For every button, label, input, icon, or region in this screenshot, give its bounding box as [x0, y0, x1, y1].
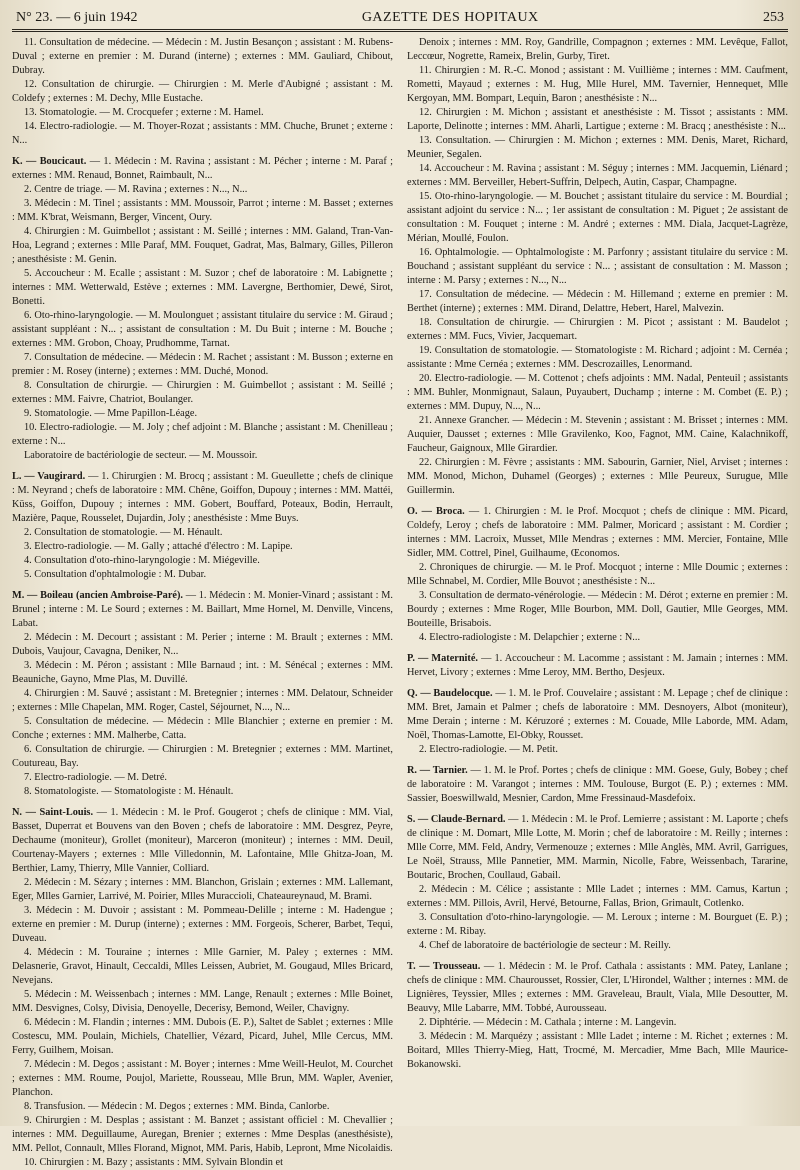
- paragraph-text: — 1. M. le Prof. Couvelaire ; assistant : M. Lepage ; chef de clinique : MM. Bret, Jamain et Palmer ; chefs de laboratoire : MM. Desnoyers, Albot (moniteur), Mme Derain ; interne : M. Kéruzoré ; externes : M. Couade, Mlle Laborde, MM. Adam, Noël, Thomas-Lamotte, El-Obky, Rousset.: [407, 688, 788, 741]
- paragraph-text: 17. Consultation de médecine. — Médecin : M. Hillemand ; externe en premier : M. Berthet (interne) ; externes : MM. Dirand, Delattre, Hebert, Harel, Malvezin.: [407, 289, 788, 314]
- paragraph-text: 5. Médecin : M. Weissenbach ; internes : MM. Lange, Renault ; externes : Mlle Boinet, MM. Desvignes, Colsy, Divisia, Denoyelle, Decerisy, Bemond, Weiler, Chavigny.: [12, 989, 393, 1014]
- paragraph-text: — 1. Chirurgien : M. Brocq ; assistant : M. Gueullette ; chefs de clinique : M. Neyrand ; chefs de laboratoire : MM. Chêne, Goiffon, Dupouy ; internes : MM. Mattéi, Küss, Goiffon, Dupouy ; internes : MM. Gobert, Bouffard, Poteaux, Bodin, Herrault, Mazière, Paque, Rousselet, Dujardin, Joly ; anesthésiste : Mme Buys.: [12, 471, 393, 524]
- paragraph-text: — 1. Accoucheur : M. Lacomme ; assistant : M. Jamain ; internes : MM. Hervet, Livory ; externes : Mme Leroy, MM. Bertho, Desjeux.: [407, 653, 788, 678]
- paragraph-text: 10. Chirurgien : M. Bazy ; assistants : MM. Sylvain Blondin et: [24, 1157, 283, 1168]
- paragraph: [407, 372, 788, 414]
- issue-date: N° 23. — 6 juin 1942: [16, 10, 138, 25]
- paragraph: [12, 421, 393, 449]
- paragraph: [407, 939, 788, 953]
- paragraph: [407, 1030, 788, 1072]
- paragraph: [12, 554, 393, 568]
- paragraph: [12, 155, 393, 183]
- section-heading: Q. — Baudelocque.: [407, 688, 493, 699]
- paragraph: [407, 813, 788, 883]
- paragraph: [407, 344, 788, 372]
- paragraph-text: 2. Centre de triage. — M. Ravina ; externes : N..., N...: [24, 184, 248, 195]
- paragraph: [12, 785, 393, 799]
- paragraph-text: 3. Consultation de dermato-vénérologie. — Médecin : M. Dérot ; externe en premier : M. Bourdy ; externes : Mme Roger, Mlle Bourbon, MM. Doll, Gautier, Mlle Georges, MM. Bouteille, Brisabois.: [407, 590, 788, 629]
- paragraph-text: 22. Chirurgien : M. Fèvre ; assistants : MM. Sabourin, Garnier, Niel, Arviset ; internes : MM. Monod, Michon, Duhamel (Georges) ; externes : Mlle Peureux, Surugue, Mlle Guillermin.: [407, 457, 788, 496]
- paragraph-text: 15. Oto-rhino-laryngologie. — M. Bouchet ; assistant titulaire du service : M. Bourdial ; assistant adjoint du service : N... ; 1er assistant de consultation : M. Piguet ; 2e assistant de consultation : M. Fouquet ; interne : M. André ; externes : MM. Diala, Jacquet-Lagrèze, Mérian, Moullé, Foulon.: [407, 191, 788, 244]
- paragraph: [12, 470, 393, 526]
- paragraph: [407, 246, 788, 288]
- left-column: [12, 36, 394, 1168]
- paragraph: [12, 631, 393, 659]
- paragraph: [12, 659, 393, 687]
- header-rule: [12, 29, 788, 32]
- paragraph-text: 4. Chef de laboratoire de bactériologie de secteur : M. Reilly.: [419, 940, 671, 951]
- paragraph-text: 7. Electro-radiologie. — M. Detré.: [24, 772, 167, 783]
- paragraph-text: 11. Chirurgien : M. R.-C. Monod ; assistant : M. Vuillième ; internes : MM. Caufment, Rometti, Mayaud ; externes : M. Hug, Mlle Hurel, MM. Tavernier, Hennequet, Mlle Kergoyan, MM. Bompart, Lequin, Baron ; anesthésiste : N...: [407, 65, 788, 104]
- section-heading: K. — Boucicaut.: [12, 156, 87, 167]
- paragraph: [12, 526, 393, 540]
- paragraph-text: 6. Oto-rhino-laryngologie. — M. Moulonguet ; assistant titulaire du service : M. Giraud ; assistant suppléant : N... ; assistant de consultation : M. Du Buit ; interne : M. Bouche ; externes : MM. Grobon, Choay, Prudhomme, Tarnat.: [12, 310, 393, 349]
- paragraph: [12, 379, 393, 407]
- paragraph: [407, 106, 788, 134]
- paragraph: [407, 316, 788, 344]
- publication-title: GAZETTE DES HOPITAUX: [361, 10, 539, 25]
- paragraph: [407, 64, 788, 106]
- paragraph-text: 8. Stomatologiste. — Stomatologiste : M. Hénault.: [24, 786, 234, 797]
- paragraph-text: Denoix ; internes : MM. Roy, Gandrille, Compagnon ; externes : MM. Levêque, Fallot, Leccœur, Nogrette, Rameix, Brelin, Gurby, Tiret.: [407, 37, 788, 62]
- paragraph-text: 2. Diphtérie. — Médecin : M. Cathala ; interne : M. Langevin.: [419, 1017, 677, 1028]
- paragraph: [407, 561, 788, 589]
- paragraph: [407, 687, 788, 743]
- paragraph-text: 9. Chirurgien : M. Desplas ; assistant : M. Banzet ; assistant officiel : M. Chevallier ; internes : MM. Deguillaume, Auregan, Brenier ; externes : Mme Desplas (anesthésiste), MM. Pellot, Connault, Mlles Florand, Mignot, MM. Paris, Habib, Lepront, Mme Nicolaidis.: [12, 1115, 393, 1154]
- section-heading: S. — Claude-Bernard.: [407, 814, 506, 825]
- paragraph-text: 10. Electro-radiologie. — M. Joly ; chef adjoint : M. Blanche ; assistant : M. Chenilleau ; externe : N...: [12, 422, 393, 447]
- paragraph-text: 7. Médecin : M. Degos ; assistant : M. Boyer ; internes : Mme Weill-Heulot, M. Courchet ; externes : MM. Roume, Poujol, Mariette, Rousseau, Mlle Brun, MM. Wapler, Avenier, Planchon.: [12, 1059, 393, 1098]
- paragraph-text: — 1. M. le Prof. Portes ; chefs de clinique : MM. Goese, Guly, Bobey ; chef de laboratoire : M. Varangot ; internes : MM. Toulouse, Burgot (E. P.) ; externes : MM. Sassier, Boeswillwald, Mesnier, Cardon, Mme Fressinaud-Masdefoix.: [407, 765, 788, 804]
- paragraph-text: 13. Consultation. — Chirurgien : M. Michon ; externes : MM. Denis, Maret, Richard, Meunier, Segalen.: [407, 135, 788, 160]
- paragraph: [12, 946, 393, 988]
- paragraph-text: 9. Stomatologie. — Mme Papillon-Léage.: [24, 408, 198, 419]
- paragraph-text: 6. Médecin : M. Flandin ; internes : MM. Dubois (E. P.), Saltet de Sablet ; externes : Mlle Costescu, MM. Poulain, Michiels, Chatellier, Vézard, Picard, Juhel, Mlle Cercus, MM. Ferry, Guilhem, Moisan.: [12, 1017, 393, 1056]
- paragraph: [12, 106, 393, 120]
- paragraph: [407, 36, 788, 64]
- paragraph: [12, 589, 393, 631]
- paragraph-text: 3. Electro-radiologie. — M. Gally ; attaché d'électro : M. Lapipe.: [24, 541, 293, 552]
- paragraph-text: — 1. Médecin : M. Ravina ; assistant : M. Pécher ; interne : M. Paraf ; externes : MM. Renaud, Bonnet, Raimbault, N...: [12, 156, 394, 181]
- paragraph-text: 4. Médecin : M. Touraine ; internes : Mlle Garnier, M. Paley ; externes : MM. Delasnerie, Gravot, Hinault, Ceccaldi, Mlles Leissen, Aubriet, M. Gougaud, Mlles Bricard, Nevejans.: [12, 947, 393, 986]
- paragraph: [12, 1058, 393, 1100]
- paragraph: [407, 190, 788, 246]
- paragraph: [12, 771, 393, 785]
- section-heading: M. — Boileau (ancien Ambroise-Paré).: [12, 590, 183, 601]
- section-heading: T. — Trousseau.: [407, 961, 481, 972]
- paragraph-text: — 1. Médecin : M. le Prof. Lemierre ; assistant : M. Laporte ; chefs de clinique : M. Domart, Mlle Lotte, M. Morin ; chef de laboratoire : M. Reilly ; internes : Mlle Corre, MM. Feld, Andry, Vermenouze ; externes : Mlle Anglès, MM. Avril, Garrigues, Le Noël, Strauss, Mlle Pannetier, MM. Marmin, Nicolle, Fabre, Weissenbach, Tararine, Boutaric, Brochen, Coullaud, Gabail.: [407, 814, 788, 881]
- paragraph-text: 4. Electro-radiologiste : M. Delapchier ; externe : N...: [419, 632, 641, 643]
- text-columns: [12, 36, 788, 1168]
- paragraph-text: 12. Consultation de chirurgie. — Chirurgien : M. Merle d'Aubigné ; assistant : M. Coldefy ; externes : M. Dechy, Mlle Eustache.: [12, 79, 393, 104]
- paragraph: [12, 1156, 393, 1170]
- page-header: [12, 10, 788, 26]
- paragraph-text: 19. Consultation de stomatologie. — Stomatologiste : M. Richard ; adjoint : M. Cernéa ; assistante : Mme Cernéa ; externes : MM. Descrozailles, Lenormand.: [407, 345, 788, 370]
- paragraph: [12, 687, 393, 715]
- section-heading: N. — Saint-Louis.: [12, 807, 94, 818]
- paragraph-text: 14. Electro-radiologie. — M. Thoyer-Rozat ; assistants : MM. Chuche, Brunet ; externe : N...: [12, 121, 393, 146]
- paragraph-text: 21. Annexe Grancher. — Médecin : M. Stevenin ; assistant : M. Brisset ; internes : MM. Auquier, Dausset ; externes : Mlle Gravilenko, Koo, Fagnot, MM. Caine, Kalachnikoff, Faucheur, Gaignoux, Mlle Girardier.: [407, 415, 788, 454]
- paragraph-text: 5. Consultation de médecine. — Médecin : Mlle Blanchier ; externe en premier : M. Conche ; externes : MM. Malherbe, Catta.: [12, 716, 393, 741]
- paragraph-text: 20. Electro-radiologie. — M. Cottenot ; chefs adjoints : MM. Nadal, Penteuil ; assistants : MM. Buhler, Monmignaut, Salaun, Puyaubert, Duchamp ; interne : M. Combet (E. P.) ; externes : MM. Dupuy, N..., N...: [407, 373, 788, 412]
- paragraph-text: 2. Electro-radiologie. — M. Petit.: [419, 744, 558, 755]
- paragraph-text: 5. Accoucheur : M. Ecalle ; assistant : M. Suzor ; chef de laboratoire : M. Labignette ; internes : MM. Wetterwald, Estève ; externes : MM. Lavergne, Berthomier, Dewé, Sirot, Bonetti.: [12, 268, 393, 307]
- paragraph: [407, 505, 788, 561]
- paragraph: [12, 540, 393, 554]
- paragraph-text: 11. Consultation de médecine. — Médecin : M. Justin Besançon ; assistant : M. Rubens-Duval ; externe en premier : M. Durand (interne) ; externes : MM. Gauliard, Chibout, Dubray.: [12, 37, 393, 76]
- paragraph-text: 2. Médecin : M. Decourt ; assistant : M. Perier ; interne : M. Brault ; externes : MM. Dubois, Vaujour, Cavagna, Deniker, N...: [12, 632, 393, 657]
- paragraph-text: 4. Consultation d'oto-rhino-laryngologie : M. Miégeville.: [24, 555, 260, 566]
- paragraph: [12, 904, 393, 946]
- paragraph-text: 12. Chirurgien : M. Michon ; assistant et anesthésiste : M. Tissot ; assistants : MM. Laporte, Delinotte ; internes : MM. Aharli, Lartigue ; externe : M. Bracq ; anesthésiste : N...: [407, 107, 788, 132]
- paragraph-text: 18. Consultation de chirurgie. — Chirurgien : M. Picot ; assistant : M. Baudelot ; externes : MM. Fucs, Vivier, Jacquemart.: [407, 317, 788, 342]
- paragraph: [407, 1016, 788, 1030]
- section-heading: R. — Tarnier.: [407, 765, 468, 776]
- paragraph: [12, 449, 393, 463]
- paragraph-text: 2. Médecin : M. Célice ; assistante : Mlle Ladet ; internes : MM. Camus, Kartun ; externes : MM. Pillois, Avril, Hervé, Betourne, Fallas, Brion, Grimault, Cotlenko.: [407, 884, 788, 909]
- paragraph-text: 6. Consultation de chirurgie. — Chirurgien : M. Bretegnier ; externes : MM. Martinet, Coutureau, Bay.: [12, 744, 393, 769]
- paragraph: [12, 351, 393, 379]
- paragraph-text: — 1. Médecin : M. le Prof. Gougerot ; chefs de clinique : MM. Vial, Basset, Duperrat et Bouvens van den Boven ; chefs de laboratoire : MM. Desgrez, Peyre, Dechaume (moniteur), Grollet (moniteur), Marceron (moniteur) ; internes : MM. Deuil, Courtenay-Mayers ; externes : Mlle Villedonnin, M. Lafontaine, Mlle Ghitza-Joan, M. Berthier, Lamy, Thierry, Mlle Vannier, Colliard.: [12, 807, 393, 874]
- paragraph-text: 4. Chirurgien : M. Sauvé ; assistant : M. Bretegnier ; internes : MM. Delatour, Schneider ; externes : Mlle Chapelan, MM. Roger, Castel, Séjournet, N..., N...: [12, 688, 393, 713]
- paragraph-text: 3. Médecin : M. Tinel ; assistants : MM. Moussoir, Parrot ; interne : M. Basset ; externes : MM. K'brat, Weismann, Berger, Vincent, Oury.: [12, 198, 393, 223]
- paragraph-text: 8. Transfusion. — Médecin : M. Degos ; externes : MM. Binda, Canlorbe.: [24, 1101, 330, 1112]
- paragraph: [12, 120, 393, 148]
- paragraph-text: 14. Accoucheur : M. Ravina ; assistant : M. Séguy ; internes : MM. Jacquemin, Liénard ; externes : MM. Berveiller, Hebert-Suffrin, Delpech, Autin, Caspar, Champagne.: [407, 163, 788, 188]
- paragraph: [407, 288, 788, 316]
- paragraph-text: 3. Médecin : M. Marquézy ; assistant : Mlle Ladet ; interne : M. Richet ; externes : M. Boitard, Mlles Thierry-Mieg, Hatt, Trocmé, M. Mercadier, Mme Bach, Mlle Maurice-Bokanowski.: [407, 1031, 788, 1070]
- paragraph-text: 5. Consultation d'ophtalmologie : M. Dubar.: [24, 569, 207, 580]
- section-heading: L. — Vaugirard.: [12, 471, 86, 482]
- paragraph-text: 16. Ophtalmologie. — Ophtalmologiste : M. Parfonry ; assistant titulaire du service : M. Bouchand ; assistant suppléant du service : N... ; assistant de consultation : M. Masson ; interne : M. Parsy ; externes : N..., N...: [407, 247, 788, 286]
- paragraph: [12, 806, 393, 876]
- paragraph: [12, 267, 393, 309]
- paragraph-text: 3. Médecin : M. Péron ; assistant : Mlle Barnaud ; int. : M. Sénécal ; externes : MM. Beauniche, Gayno, Mme Plas, M. Duvillé.: [12, 660, 393, 685]
- paragraph: [407, 960, 788, 1016]
- paragraph: [12, 988, 393, 1016]
- paragraph: [12, 36, 393, 78]
- paragraph-text: — 1. Médecin : M. le Prof. Cathala : assistants : MM. Patey, Lanlane ; chefs de clinique : MM. Chaurousset, Rossier, Cler, L'Hirondel, Walther ; internes : MM. de Lignières, Teyssier, Mlles ; externes : MM. Graveleau, Brault, Viala, Mlle Desoutter, M. Beauvy, Mlle Labarre, MM. Tobbé, Aurousseau.: [407, 961, 788, 1014]
- paragraph-text: 3. Médecin : M. Duvoir ; assistant : M. Pommeau-Delille ; interne : M. Hadengue ; externe en premier : M. Durup (interne) ; externes : MM. Forgeois, Scherer, Barbet, Tequi, Duveau.: [12, 905, 393, 944]
- paragraph: [12, 407, 393, 421]
- paragraph: [12, 225, 393, 267]
- paragraph-text: 2. Chroniques de chirurgie. — M. le Prof. Mocquot ; interne : Mlle Doumic ; externes : Mlle Schnabel, M. Cordier, Mlle Bouvot ; anesthésiste : N...: [407, 562, 788, 587]
- section-heading: P. — Maternité.: [407, 653, 478, 664]
- right-column: [407, 36, 788, 1126]
- paragraph: [12, 78, 393, 106]
- paragraph-text: 2. Consultation de stomatologie. — M. Hénault.: [24, 527, 223, 538]
- paragraph-text: — 1. Médecin : M. Monier-Vinard ; assistant : M. Brunel ; interne : M. Le Sourd ; externes : M. Baillart, Mme Hornel, M. Denville, Vincens, Labat.: [12, 590, 394, 629]
- paragraph: [407, 743, 788, 757]
- paragraph: [12, 715, 393, 743]
- paragraph: [407, 134, 788, 162]
- paragraph: [12, 876, 393, 904]
- paragraph: [407, 589, 788, 631]
- paragraph: [12, 1114, 393, 1156]
- paragraph: [407, 764, 788, 806]
- paragraph: [12, 1100, 393, 1114]
- paragraph-text: Laboratoire de bactériologie de secteur. — M. Moussoir.: [24, 450, 258, 461]
- paragraph: [407, 652, 788, 680]
- paragraph-text: 13. Stomatologie. — M. Crocquefer ; externe : M. Hamel.: [24, 107, 264, 118]
- paragraph: [407, 631, 788, 645]
- paragraph-text: 8. Consultation de chirurgie. — Chirurgien : M. Guimbellot ; assistant : M. Seillé ; externes : MM. Faivre, Chatriot, Boulanger.: [12, 380, 393, 405]
- paragraph: [407, 414, 788, 456]
- paragraph: [12, 568, 393, 582]
- paragraph: [12, 1016, 393, 1058]
- paragraph: [12, 743, 393, 771]
- paragraph: [12, 183, 393, 197]
- paragraph: [407, 883, 788, 911]
- paragraph: [407, 162, 788, 190]
- paragraph-text: 7. Consultation de médecine. — Médecin : M. Rachet ; assistant : M. Busson ; externe en premier : M. Rosey (interne) ; externes : MM. Duché, Monod.: [12, 352, 393, 377]
- section-heading: O. — Broca.: [407, 506, 465, 517]
- paragraph-text: 3. Consultation d'oto-rhino-laryngologie. — M. Leroux ; interne : M. Bourguet (E. P.) ; externe : M. Ribay.: [407, 912, 788, 937]
- paragraph: [407, 911, 788, 939]
- paragraph-text: 2. Médecin : M. Sézary ; internes : MM. Blanchon, Grislain ; externes : MM. Lallemant, Eger, Mlles Garnier, Larrivé, M. Poirier, Mlles Muraccioli, Chateaureynaud, M. Brami.: [12, 877, 393, 902]
- paragraph-text: 4. Chirurgien : M. Guimbellot ; assistant : M. Seillé ; internes : MM. Galand, Tran-Van-Hoa, Legrand ; externes : Mlle Paraf, MM. Fouquet, Gadrat, Mas, Balmary, Gilles, Pilleron ; anesthésiste : M. Genin.: [12, 226, 393, 265]
- paragraph: [12, 197, 393, 225]
- paragraph-text: — 1. Chirurgien : M. le Prof. Mocquot ; chefs de clinique : MM. Picard, Coldefy, Leroy ; chefs de laboratoire : MM. Palmer, Moricard ; assistant : M. Cordier ; internes : MM. Lacroix, Musset, Mlle Mendras ; externes : MM. Mercier, Fontaine, Mlle Sidler, MM. Cottrel, Pinel, Guilhaume, Œconomos.: [407, 506, 788, 559]
- paragraph: [407, 456, 788, 498]
- page-number: 253: [762, 10, 784, 25]
- paragraph: [12, 309, 393, 351]
